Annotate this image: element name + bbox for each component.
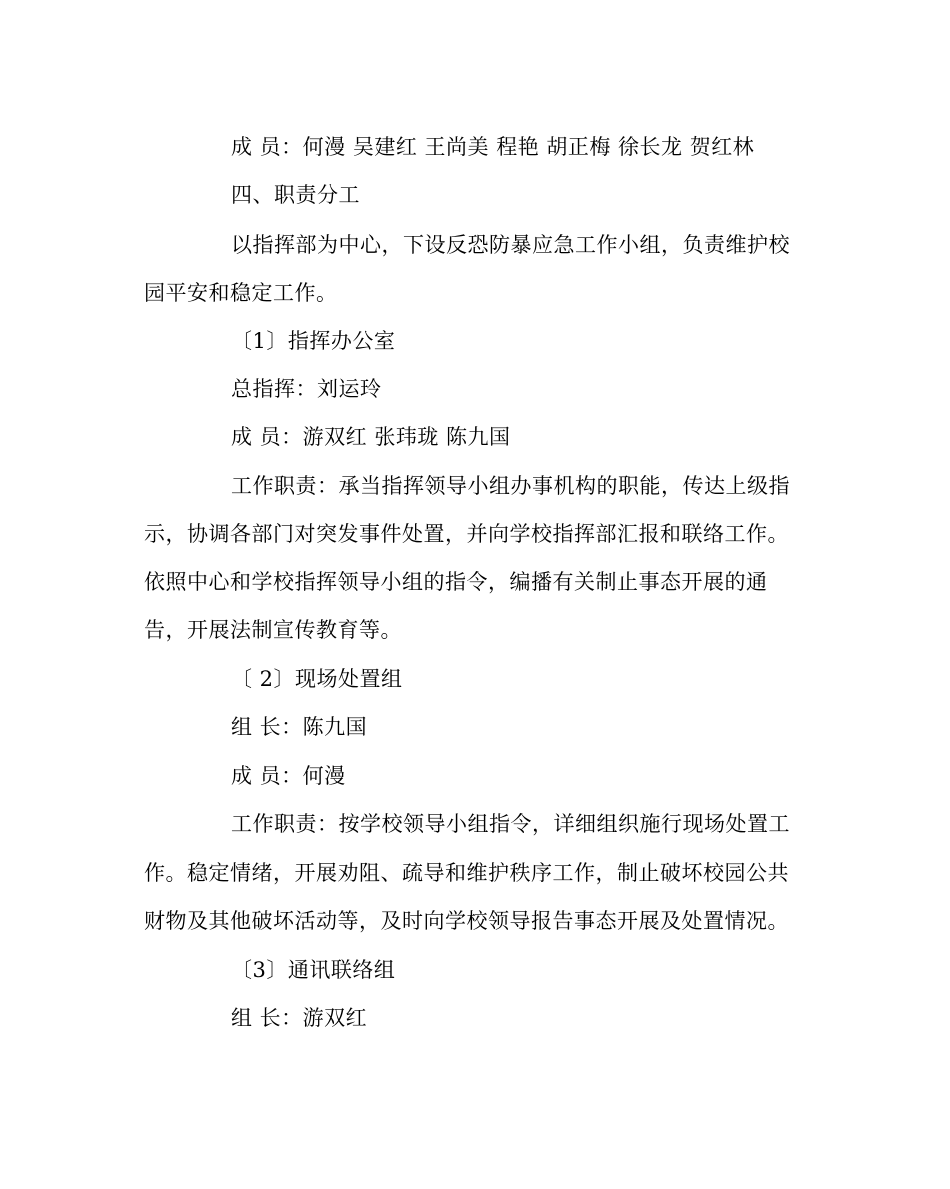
duties-command-office-line-1: 工作职责：承当指挥领导小组办事机构的职能，传达上级指 <box>231 474 790 498</box>
members-line-command-office: 成 员：游双红 张玮珑 陈九国 <box>231 425 511 449</box>
duties-onsite-group-line-1: 工作职责：按学校领导小组指令，详细组织施行现场处置工 <box>231 812 790 836</box>
leader-line-communication-group: 组 长：游双红 <box>231 1006 368 1030</box>
duties-command-office-line-3: 依照中心和学校指挥领导小组的指令，编播有关制止事态开展的通 <box>144 570 768 594</box>
commander-line: 总指挥：刘运玲 <box>231 377 382 401</box>
duties-onsite-group-line-2: 作。稳定情绪，开展劝阻、疏导和维护秩序工作，制止破坏校园公共 <box>144 861 789 885</box>
members-line-onsite-group: 成 员：何漫 <box>231 764 346 788</box>
duties-command-office-line-4: 告，开展法制宣传教育等。 <box>144 618 402 642</box>
paragraph-intro-line-1: 以指挥部为中心，下设反恐防暴应急工作小组，负责维护校 <box>231 233 790 257</box>
members-line-leadership: 成 员：何漫 吴建红 王尚美 程艳 胡正梅 徐长龙 贺红林 <box>231 135 755 159</box>
section-heading-duties: 四、职责分工 <box>231 183 360 207</box>
paragraph-intro-line-2: 园平安和稳定工作。 <box>144 281 338 305</box>
duties-command-office-line-2: 示，协调各部门对突发事件处置，并向学校指挥部汇报和联络工作。 <box>144 522 789 546</box>
leader-line-onsite-group: 组 长：陈九国 <box>231 715 368 739</box>
subsection-heading-communication-group: 〔3〕通讯联络组 <box>231 958 396 982</box>
subsection-heading-command-office: 〔1〕指挥办公室 <box>231 329 396 353</box>
duties-onsite-group-line-3: 财物及其他破坏活动等，及时向学校领导报告事态开展及处置情况。 <box>144 909 789 933</box>
subsection-heading-onsite-group: 〔 2〕现场处置组 <box>231 667 403 691</box>
